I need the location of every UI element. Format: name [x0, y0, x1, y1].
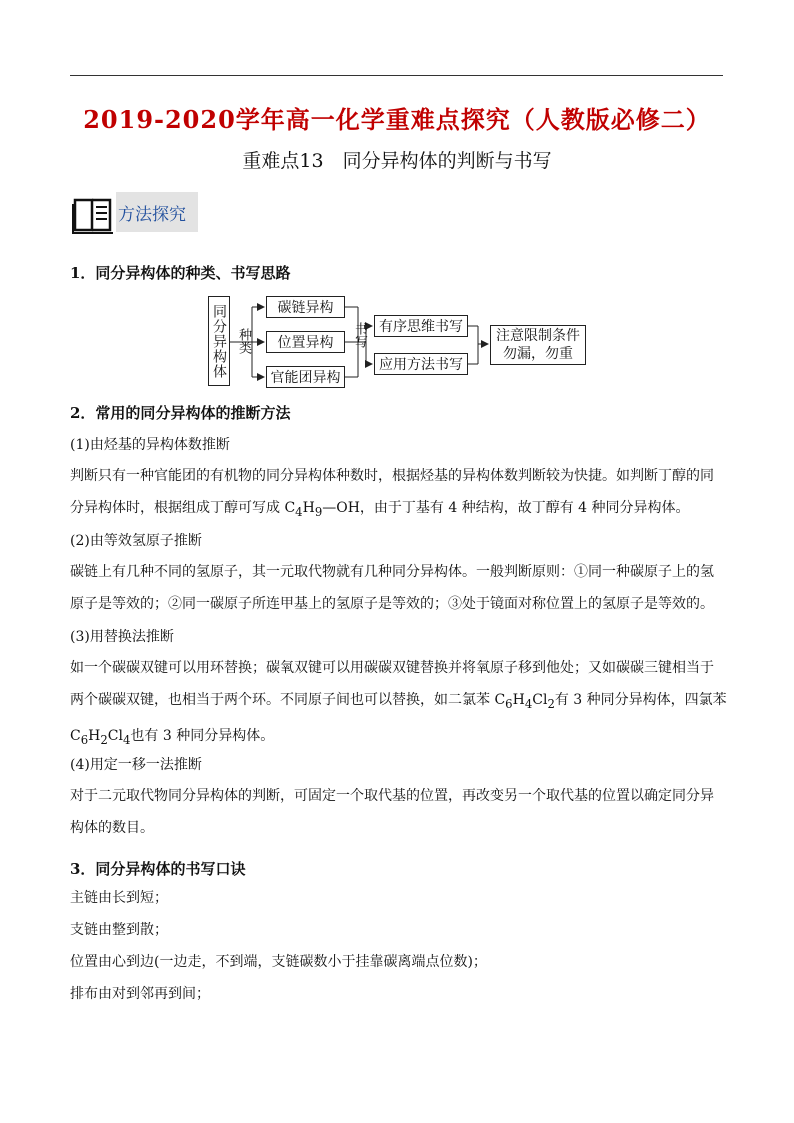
flow-result-line: 注意限制条件 — [496, 328, 580, 344]
subscript: 6 — [505, 696, 513, 711]
subscript: 4 — [524, 696, 533, 711]
subscript: 2 — [100, 732, 108, 747]
flow-kind-label: 种类 — [236, 328, 251, 354]
text-span: 也有 3 种同分异构体。 — [130, 727, 275, 744]
sub-title: 重难点13 同分异构体的判断与书写 — [242, 150, 552, 172]
flow-write-label: 书写 — [352, 322, 367, 348]
mnemonic-line: 排布由对到邻再到间； — [70, 986, 210, 1002]
text-span: 有 3 种同分异构体，四氯苯 — [554, 692, 727, 708]
text-span: C — [70, 727, 81, 744]
paragraph-line: 原子是等效的；②同一碳原子所连甲基上的氢原子是等效的；③处于镜面对称位置上的氢原子是等效的。 — [70, 596, 714, 612]
text-span: —OH，由于丁基有 4 种结构，故丁醇有 4 种同分异构体。 — [322, 500, 690, 516]
book-icon — [72, 194, 116, 234]
top-rule — [70, 75, 723, 76]
paragraph-line — [70, 492, 730, 528]
flow-root-box: 同分异构体 — [208, 296, 230, 386]
flow-method-box: 应用方法书写 — [374, 353, 468, 375]
subscript: 2 — [547, 696, 555, 711]
subscript: 4 — [122, 732, 131, 747]
subscript: 4 — [295, 504, 303, 519]
subheading: (2)由等效氢原子推断 — [70, 533, 202, 549]
paragraph-line: 判断只有一种官能团的有机物的同分异构体种数时，根据烃基的异构体数判断较为快捷。如判断丁醇的同 — [70, 468, 714, 484]
subscript: 9 — [314, 504, 323, 519]
mnemonic-line: 支链由整到散； — [70, 922, 168, 938]
section2-heading: 2．常用的同分异构体的推断方法 — [70, 404, 291, 422]
subheading: (3)用替换法推断 — [70, 629, 174, 645]
subheading: (1)由烃基的异构体数推断 — [70, 437, 230, 453]
flow-result-box — [490, 325, 586, 365]
flow-kind-box: 碳链异构 — [266, 296, 345, 318]
text-span: 两个碳碳双键，也相当于两个环。不同原子间也可以替换，如二氯苯 C — [70, 692, 506, 708]
paragraph-line: 如一个碳碳双键可以用环替换；碳氧双键可以用碳碳双键替换并将氧原子移到他处；又如碳碳三键相当于 — [70, 660, 714, 676]
paragraph-line: 对于二元取代物同分异构体的判断，可固定一个取代基的位置，再改变另一个取代基的位置以确定同分异 — [70, 788, 714, 804]
flow-method-box: 有序思维书写 — [374, 315, 468, 337]
text-span: H — [512, 692, 525, 708]
paragraph-line — [70, 684, 730, 720]
text-span: H — [88, 727, 101, 744]
flow-result-line: 勿漏，勿重 — [503, 346, 573, 362]
subscript: 6 — [80, 732, 89, 747]
mnemonic-line: 位置由心到边(一边走，不到端，支链碳数小于挂靠碳离端点位数)； — [70, 954, 487, 970]
section3-heading: 3．同分异构体的书写口诀 — [70, 860, 246, 878]
flow-kind-box: 官能团异构 — [266, 366, 345, 388]
paragraph-line: 碳链上有几种不同的氢原子，其一元取代物就有几种同分异构体。一般判断原则：①同一种碳原子上的氢 — [70, 564, 714, 580]
method-badge — [72, 192, 198, 234]
text-span: Cl — [107, 727, 123, 744]
flow-kind-box: 位置异构 — [266, 331, 345, 353]
flow-diagram — [200, 292, 600, 392]
mnemonic-line: 主链由长到短； — [70, 890, 168, 906]
text-span: 分异构体时，根据组成丁醇可写成 C — [70, 500, 296, 516]
paragraph — [70, 556, 730, 620]
paragraph — [70, 780, 730, 844]
subheading: (4)用定一移一法推断 — [70, 757, 202, 773]
badge-label: 方法探究 — [118, 205, 186, 225]
mnemonic-list — [70, 882, 730, 1010]
paragraph — [70, 460, 730, 528]
paragraph — [70, 652, 730, 756]
text-span: Cl — [532, 692, 548, 708]
paragraph-line — [70, 720, 730, 756]
main-title: 2019-2020学年高一化学重难点探究（人教版必修二） — [83, 105, 711, 134]
text-span: H — [302, 500, 315, 516]
paragraph-line: 构体的数目。 — [70, 820, 154, 836]
section1-heading: 1．同分异构体的种类、书写思路 — [70, 264, 291, 282]
